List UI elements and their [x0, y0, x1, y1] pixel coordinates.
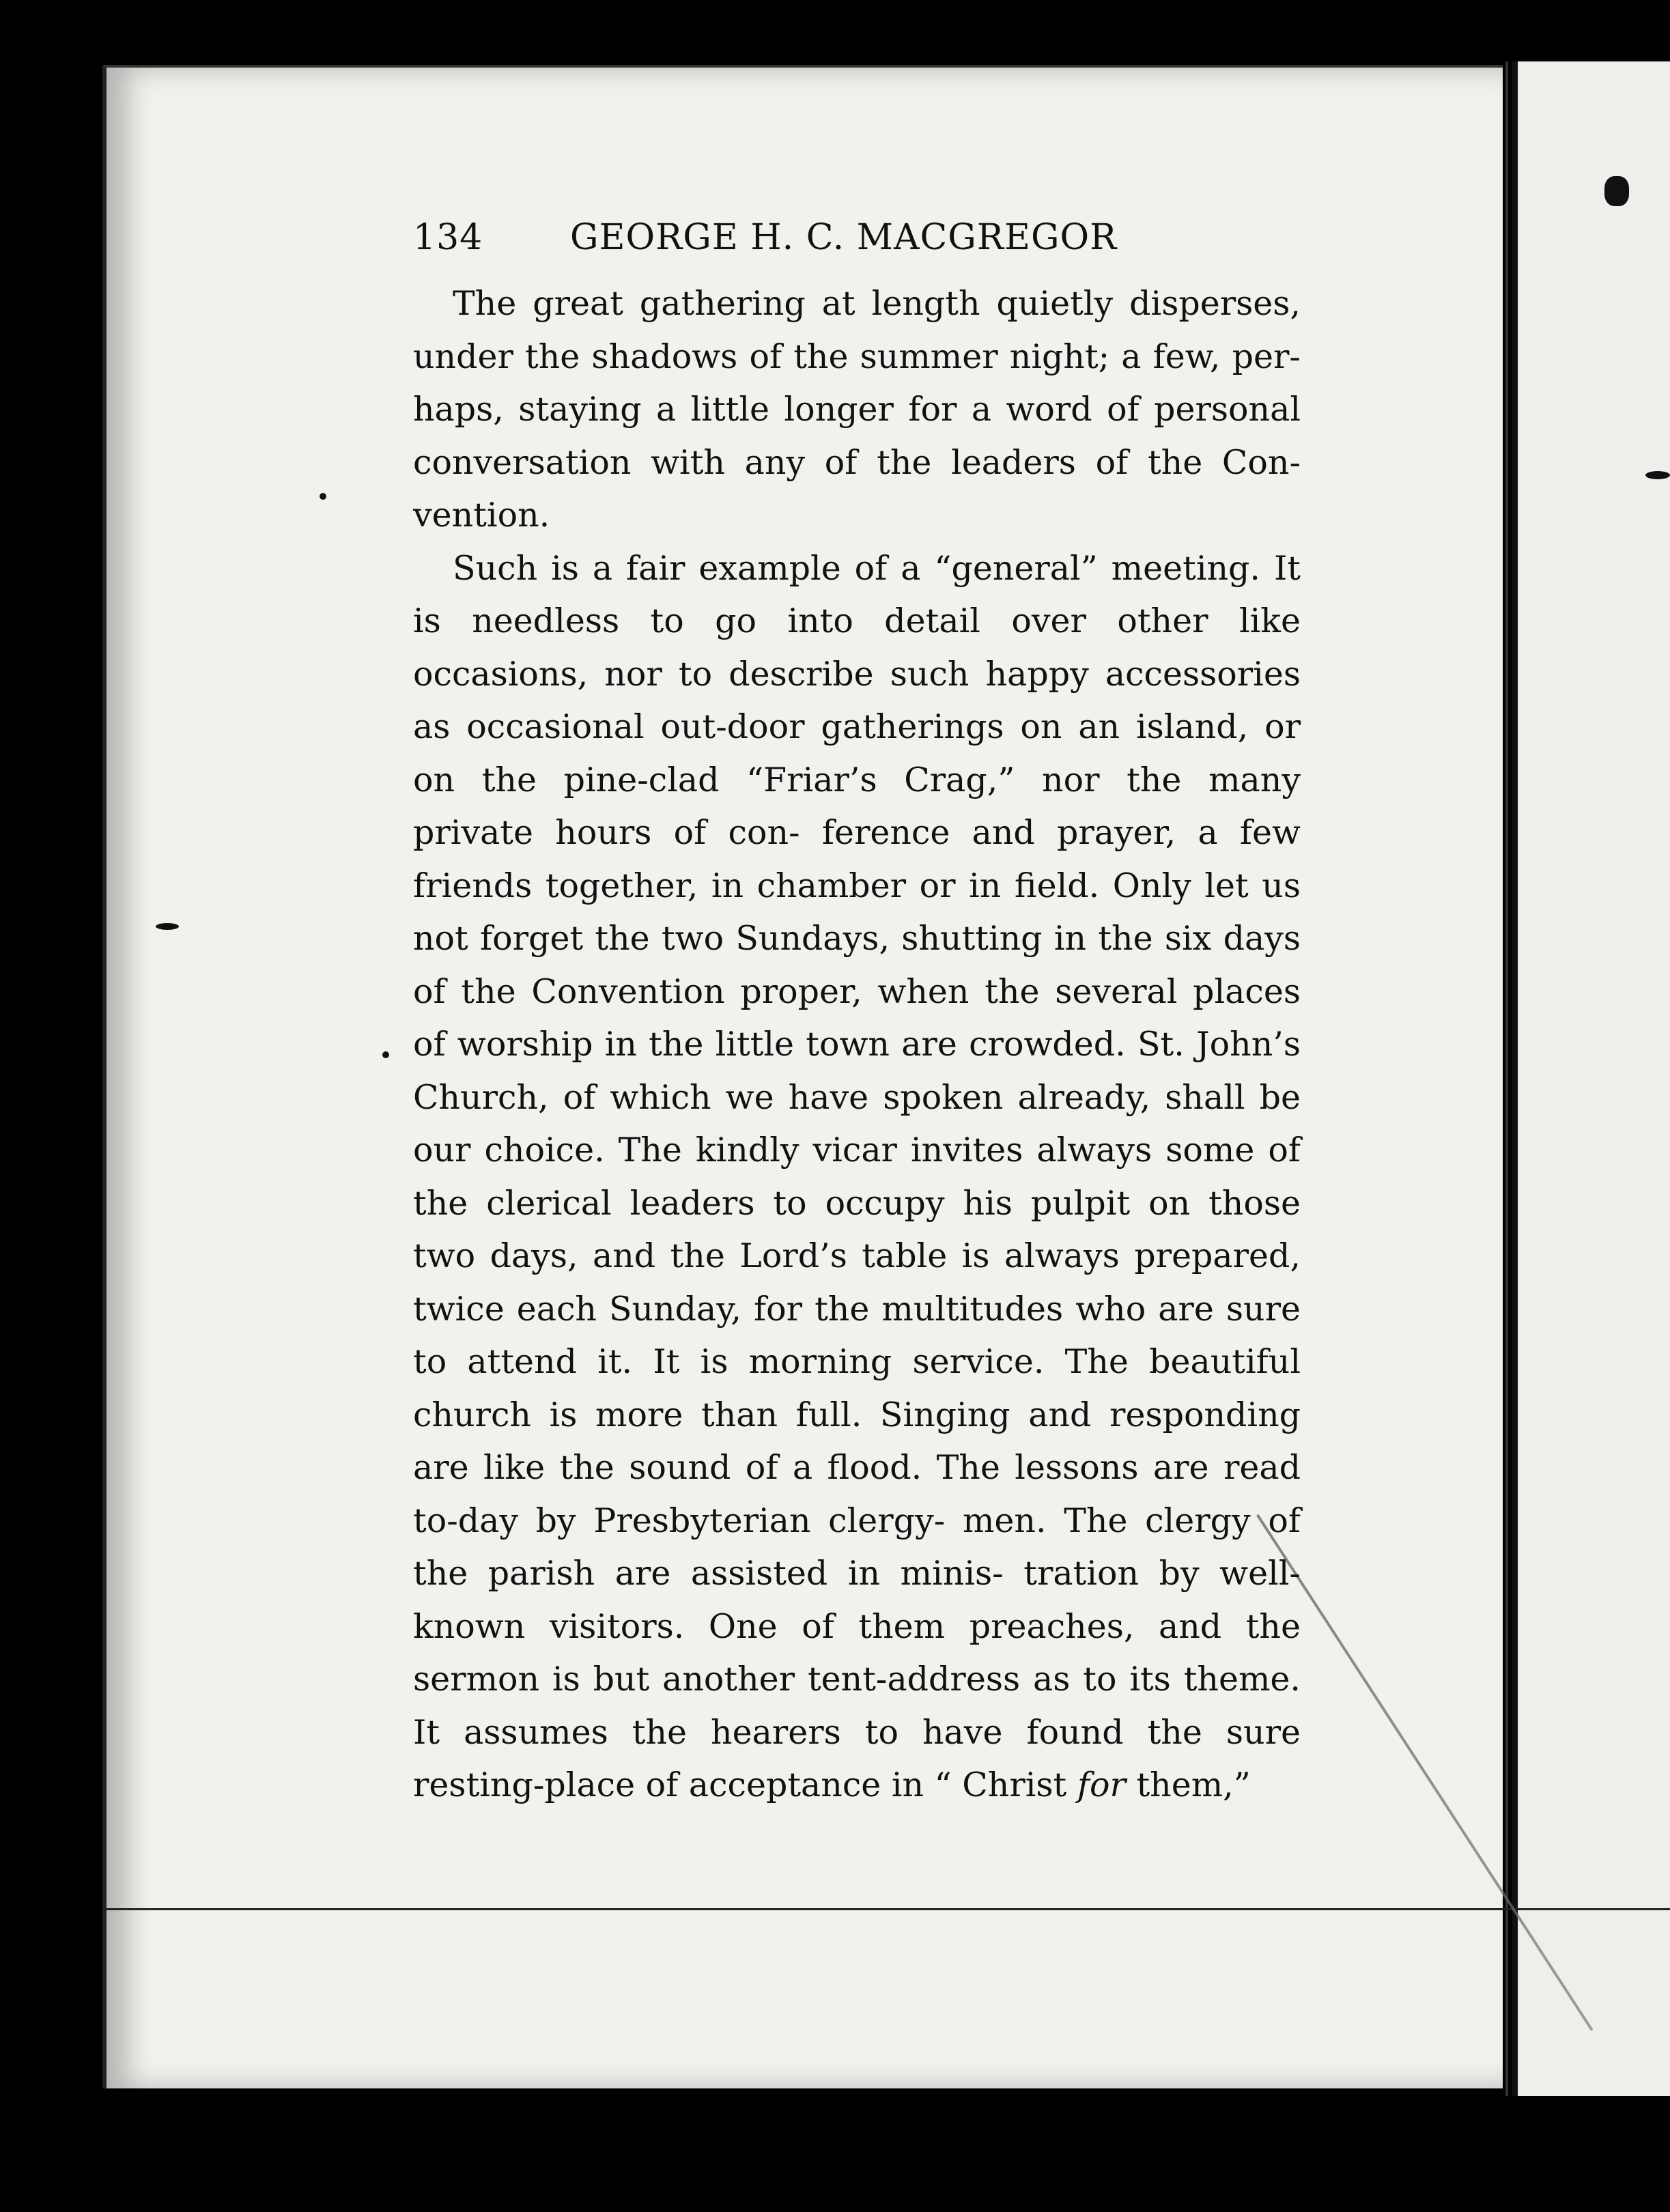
ink-speck: [1645, 471, 1670, 479]
italic-word: for: [1077, 1766, 1126, 1804]
ink-speck: [156, 923, 179, 930]
running-title: GEORGE H. C. MACGREGOR: [570, 217, 1118, 258]
ink-speck: [320, 493, 326, 500]
paragraph: The great gathering at length quietly disperses, under the shadows of the summer night; a few, per- haps, staying a little longer for a word of personal conversation with any of the leaders of the Con- vention.: [413, 284, 1301, 535]
gutter-shadow: [1505, 61, 1508, 2096]
ink-speck: [382, 1051, 389, 1058]
paragraph: [413, 542, 1301, 1812]
ink-speck: [1604, 176, 1629, 206]
paragraph-text: Such is a fair example of a “general” meeting. It is needless to go into detail over other like occasions, nor to describe such happy accessories as occasional out-door gatherings on an island, or on the pine-clad “Friar’s Crag,” nor the many private hours of con- ference and prayer, a few friends together, in chamber or in field. Only let us not forget the two Sundays, shutting in the six days of the Convention proper, when the several places of worship in the little town are crowded. St. John’s Church, of which we have spoken already, shall be our choice. The kindly vicar invites always some of the clerical leaders to occupy his pulpit on those two days, and the Lord’s table is always prepared, twice each Sunday, for the multitudes who are sure to attend it. It is morning service. The beautiful church is more than full. Singing and responding are like the sound of a flood. The lessons are read to-day by Presbyterian clergy- men. The clergy of the parish are assisted in minis- tration by well-known visitors. One of them preaches, and the sermon is but another tent-address as to its theme. It assumes the hearers to have found the sure resting-place of acceptance in “ Christ: [413, 548, 1301, 1804]
paragraph-text-end: them,”: [1136, 1766, 1251, 1804]
page-number: 134: [413, 217, 483, 258]
adjacent-page-edge: [1512, 61, 1670, 2096]
running-head: [413, 217, 1301, 272]
text-block: [413, 217, 1301, 1812]
scan-artifact-line: [102, 1908, 1670, 1910]
